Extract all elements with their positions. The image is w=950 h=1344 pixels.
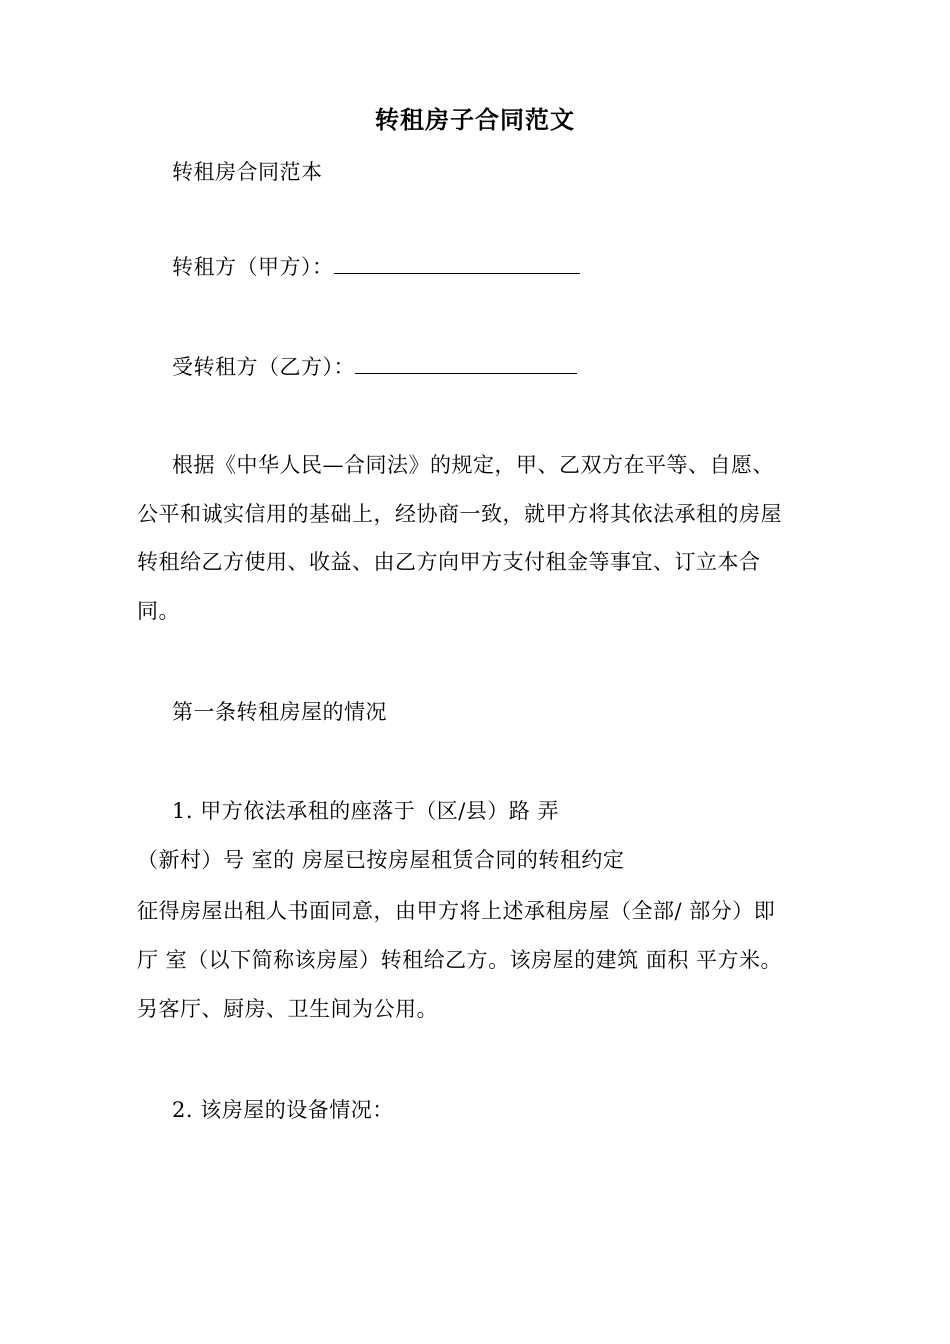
clause1-line-5: 另客厅、厨房、卫生间为公用。 bbox=[137, 997, 438, 1021]
article1-heading: 第一条转租房屋的情况 bbox=[172, 700, 387, 724]
preamble-line-4: 同。 bbox=[137, 599, 180, 623]
party-a-label: 转租方（甲方）： bbox=[172, 255, 334, 279]
party-a-line bbox=[172, 251, 580, 282]
preamble-line-1: 根据《中华人民—合同法》的规定，甲、乙双方在平等、自愿、 bbox=[172, 453, 774, 477]
preamble-line-2: 公平和诚实信用的基础上，经协商一致，就甲方将其依法承租的房屋 bbox=[137, 502, 782, 526]
clause2-line: 2. 该房屋的设备情况： bbox=[172, 1098, 394, 1122]
preamble-line-3: 转租给乙方使用、收益、由乙方向甲方支付租金等事宜、订立本合 bbox=[137, 550, 761, 574]
party-b-blank bbox=[355, 351, 577, 374]
party-b-label: 受转租方（乙方）： bbox=[172, 355, 355, 379]
clause1-line-1: 1. 甲方依法承租的座落于（区/县）路 弄 bbox=[172, 799, 559, 823]
party-a-blank bbox=[334, 251, 580, 274]
clause1-line-3: 征得房屋出租人书面同意，由甲方将上述承租房屋（全部/ 部分）即 bbox=[137, 899, 776, 923]
clause1-line-2: （新村）号 室的 房屋已按房屋租赁合同的转租约定 bbox=[137, 848, 625, 872]
clause1-line-4: 厅 室（以下简称该房屋）转租给乙方。该房屋的建筑 面积 平方米。 bbox=[137, 948, 783, 972]
party-b-line bbox=[172, 351, 577, 382]
document-subtitle: 转租房合同范本 bbox=[172, 160, 323, 184]
document-title: 转租房子合同范文 bbox=[375, 105, 575, 134]
